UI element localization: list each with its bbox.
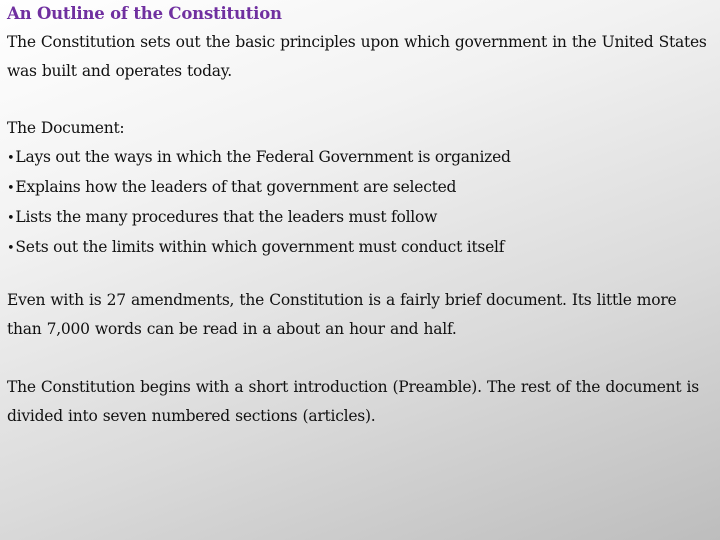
bullet-item [7,233,711,263]
bullet-icon: • [7,181,15,196]
bullet-text: Sets out the limits within which government must conduct itself [15,238,505,256]
bullet-text: Explains how the leaders of that government are selected [15,178,457,196]
bullet-item [7,143,711,173]
articles-paragraph: The Constitution begins with a short introduction (Preamble). The rest of the document is divided into seven numbered sections (articles). [7,378,699,425]
slide-title: An Outline of the Constitution [7,4,282,23]
intro-paragraph: The Constitution sets out the basic principles upon which government in the United States was built and operates today. [7,33,707,80]
bullet-text: Lays out the ways in which the Federal Government is organized [15,148,511,166]
document-heading: The Document: [7,119,125,137]
bullet-item [7,173,711,203]
bullet-icon: • [7,241,15,256]
document-bullet-list [7,143,711,263]
bullet-item [7,203,711,233]
amendments-paragraph: Even with is 27 amendments, the Constitution is a fairly brief document. Its little more than 7,000 words can be read in a about an hour and half. [7,291,677,338]
bullet-icon: • [7,211,15,226]
bullet-text: Lists the many procedures that the leaders must follow [15,208,438,226]
bullet-icon: • [7,151,15,166]
